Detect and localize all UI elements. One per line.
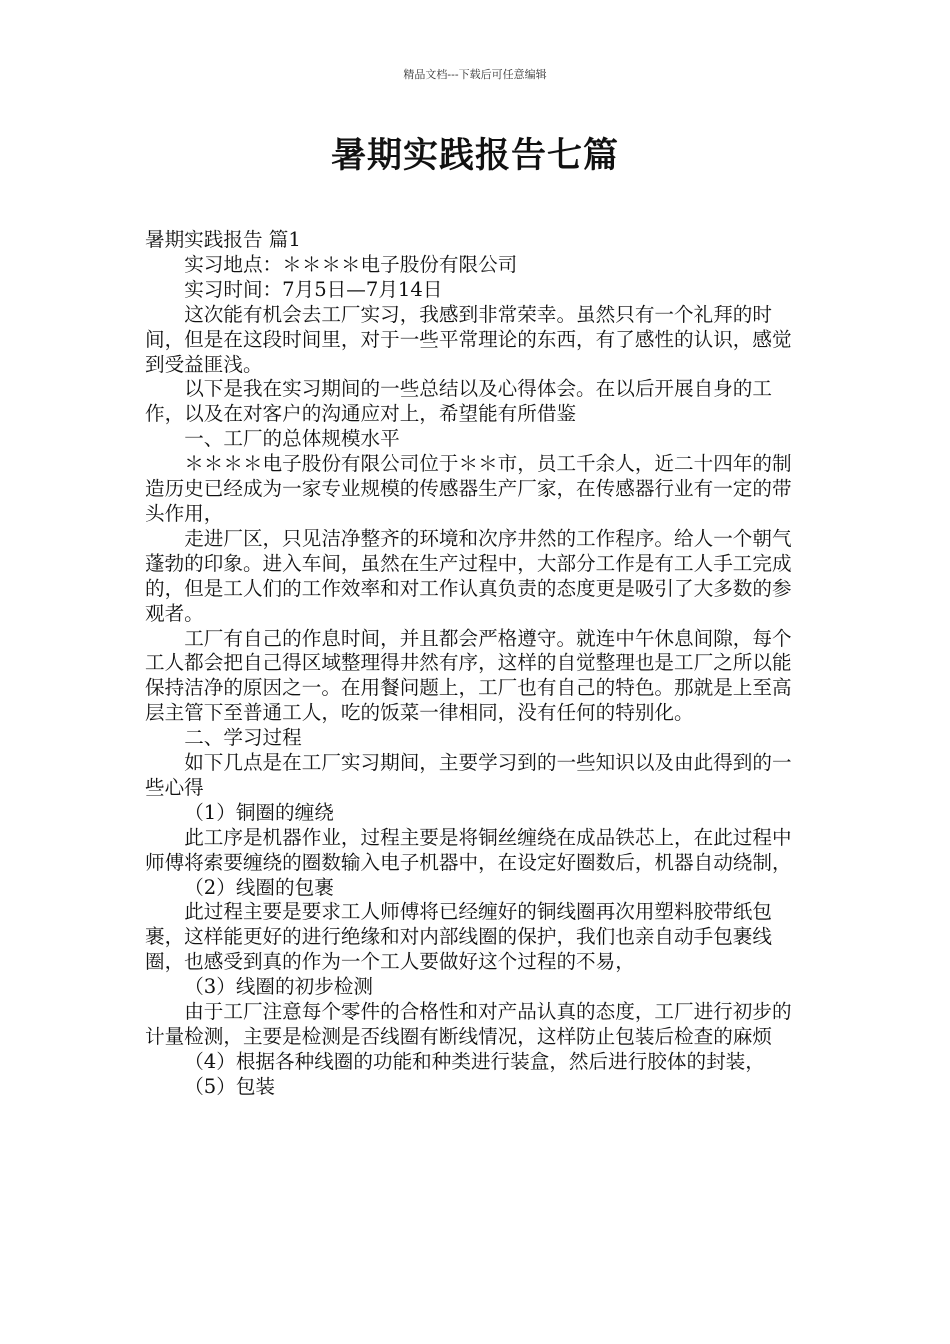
list-item-heading: （1）铜圈的缠绕 <box>184 800 334 824</box>
document-body <box>145 228 809 1100</box>
paragraph: 走进厂区，只见洁净整齐的环境和次序井然的工作程序。给人一个朝气蓬勃的印象。进入车间，虽然在生产过程中，大部分工作是有工人手工完成的，但是工人们的工作效率和对工作认真负责的态度更是吸引了大多数的参观者。 <box>145 526 792 625</box>
paragraph: 由于工厂注意每个零件的合格性和对产品认真的态度，工厂进行初步的计量检测，主要是检测是否线圈有断线情况，这样防止包装后检查的麻烦 <box>145 1000 792 1048</box>
paragraph: 实习地点：＊＊＊＊电子股份有限公司 <box>184 252 518 276</box>
paragraph: 工厂有自己的作息时间，并且都会严格遵守。就连中午休息间隙，每个工人都会把自己得区域整理得井然有序，这样的自觉整理也是工厂之所以能保持洁净的原因之一。在用餐问题上，工厂也有自己的特色。那就是上至高层主管下至普通工人，吃的饭菜一律相同，没有任何的特别化。 <box>145 626 792 725</box>
paragraph: 以下是我在实习期间的一些总结以及心得体会。在以后开展自身的工作，以及在对客户的沟通应对上，希望能有所借鉴 <box>145 377 772 426</box>
paragraph: 实习时间：7月5日—7月14日 <box>184 277 443 301</box>
list-item-heading: （5）包装 <box>184 1074 276 1098</box>
paragraph: ＊＊＊＊电子股份有限公司位于＊＊市，员工千余人，近二十四年的制造历史已经成为一家专业规模的传感器生产厂家，在传感器行业有一定的带头作用， <box>145 452 792 525</box>
section-heading: 暑期实践报告 篇1 <box>145 228 301 251</box>
document-title: 暑期实践报告七篇 <box>330 135 619 176</box>
paragraph: 这次能有机会去工厂实习，我感到非常荣幸。虽然只有一个礼拜的时间，但是在这段时间里，对于一些平常理论的东西，有了感性的认识，感觉到受益匪浅。 <box>145 302 792 376</box>
subsection-heading: 一、工厂的总体规模水平 <box>184 427 400 451</box>
list-item-heading: （3）线圈的初步检测 <box>184 975 373 999</box>
subsection-heading: 二、学习过程 <box>184 726 302 750</box>
paragraph: （4）根据各种线圈的功能和种类进行装盒，然后进行胶体的封装， <box>184 1049 765 1073</box>
list-item-heading: （2）线圈的包裹 <box>184 875 334 899</box>
paragraph: 如下几点是在工厂实习期间，主要学习到的一些知识以及由此得到的一些心得 <box>145 751 792 799</box>
page-header: 精品文档---下载后可任意编辑 <box>403 68 547 81</box>
paragraph: 此过程主要是要求工人师傅将已经缠好的铜线圈再次用塑料胶带纸包裹，这样能更好的进行绝缘和对内部线圈的保护，我们也亲自动手包裹线圈，也感受到真的作为一个工人要做好这个过程的不易， <box>145 900 772 974</box>
paragraph: 此工序是机器作业，过程主要是将铜丝缠绕在成品铁芯上，在此过程中师傅将索要缠绕的圈数输入电子机器中，在设定好圈数后，机器自动绕制， <box>145 825 792 874</box>
